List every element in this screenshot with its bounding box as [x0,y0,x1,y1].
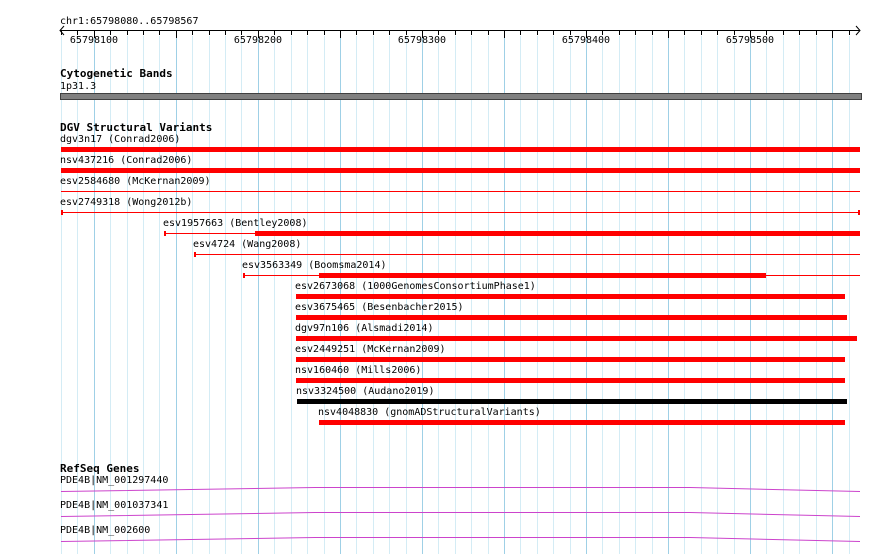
dgv-feature[interactable] [319,418,845,427]
dgv-feature-body [61,147,860,152]
refseq-gene-intron[interactable] [0,534,890,546]
dgv-feature-label: esv2449251 (McKernan2009) [295,344,446,355]
dgv-feature-body [296,378,845,383]
refseq-gene-intron[interactable] [0,484,890,496]
ruler-tick-label: 65798100 [69,35,119,46]
ruler-tick-label: 65798300 [397,35,447,46]
dgv-feature[interactable] [61,145,860,154]
refseq-gene-line [61,513,860,517]
dgv-feature[interactable] [296,334,857,343]
dgv-feature-body [296,315,847,320]
dgv-feature-label: esv2584680 (McKernan2009) [60,176,211,187]
cytobands-track-title: Cytogenetic Bands [60,67,173,80]
refseq-gene-label: PDE4B|NM_001297440 [60,475,169,486]
cytoband-label: 1p31.3 [60,81,97,92]
dgv-feature-line [61,212,860,213]
dgv-feature[interactable] [296,292,845,301]
dgv-feature-label: nsv3324500 (Audano2019) [296,386,435,397]
refseq-gene-line [61,538,860,542]
dgv-feature-start-mark [194,252,196,257]
dgv-feature[interactable] [243,271,860,280]
dgv-feature-label: nsv160460 (Mills2006) [295,365,422,376]
ruler-tick-label: 65798400 [561,35,611,46]
dgv-feature-label: dgv3n17 (Conrad2006) [60,134,181,145]
dgv-track-title: DGV Structural Variants [60,121,213,134]
dgv-feature-end-mark [858,210,860,215]
dgv-feature-label: esv2749318 (Wong2012b) [60,197,193,208]
dgv-feature-body [61,168,860,173]
dgv-feature-line [194,254,860,255]
dgv-feature-label: dgv97n106 (Alsmadi2014) [295,323,434,334]
dgv-feature-start-mark [164,231,166,236]
dgv-feature[interactable] [296,313,847,322]
dgv-feature[interactable] [297,397,847,406]
dgv-feature-label: esv2673068 (1000GenomesConsortiumPhase1) [295,281,536,292]
dgv-feature-label: nsv437216 (Conrad2006) [60,155,193,166]
dgv-feature-start-mark [61,210,63,215]
dgv-feature-start-mark [243,273,245,278]
dgv-feature[interactable] [296,355,845,364]
dgv-feature-body [319,420,845,425]
cytoband-bar[interactable] [60,93,862,100]
dgv-feature-body [296,336,857,341]
dgv-feature-label: esv3675465 (Besenbacher2015) [295,302,464,313]
refseq-gene-line [61,488,860,492]
ruler-tick-label: 65798200 [233,35,283,46]
dgv-feature-label: esv4724 (Wang2008) [193,239,302,250]
dgv-feature[interactable] [61,166,860,175]
dgv-feature-line [61,191,860,192]
ruler-tick-label: 65798500 [725,35,775,46]
dgv-feature[interactable] [194,250,860,259]
dgv-feature-label: esv3563349 (Boomsma2014) [242,260,387,271]
refseq-track-title: RefSeq Genes [60,462,140,475]
refseq-gene-intron[interactable] [0,509,890,521]
dgv-feature-body [319,273,766,278]
dgv-feature-body [255,231,860,236]
dgv-feature[interactable] [296,376,845,385]
location-label: chr1:65798080..65798567 [60,16,199,27]
dgv-feature-body [297,399,847,404]
dgv-feature-label: esv1957663 (Bentley2008) [163,218,308,229]
dgv-feature-body [296,357,845,362]
dgv-feature[interactable] [61,187,860,196]
dgv-feature[interactable] [164,229,860,238]
dgv-feature-body [296,294,845,299]
refseq-gene-label: PDE4B|NM_001037341 [60,500,169,511]
dgv-feature[interactable] [61,208,860,217]
dgv-feature-label: nsv4048830 (gnomADStructuralVariants) [318,407,541,418]
refseq-gene-label: PDE4B|NM_002600 [60,525,151,536]
